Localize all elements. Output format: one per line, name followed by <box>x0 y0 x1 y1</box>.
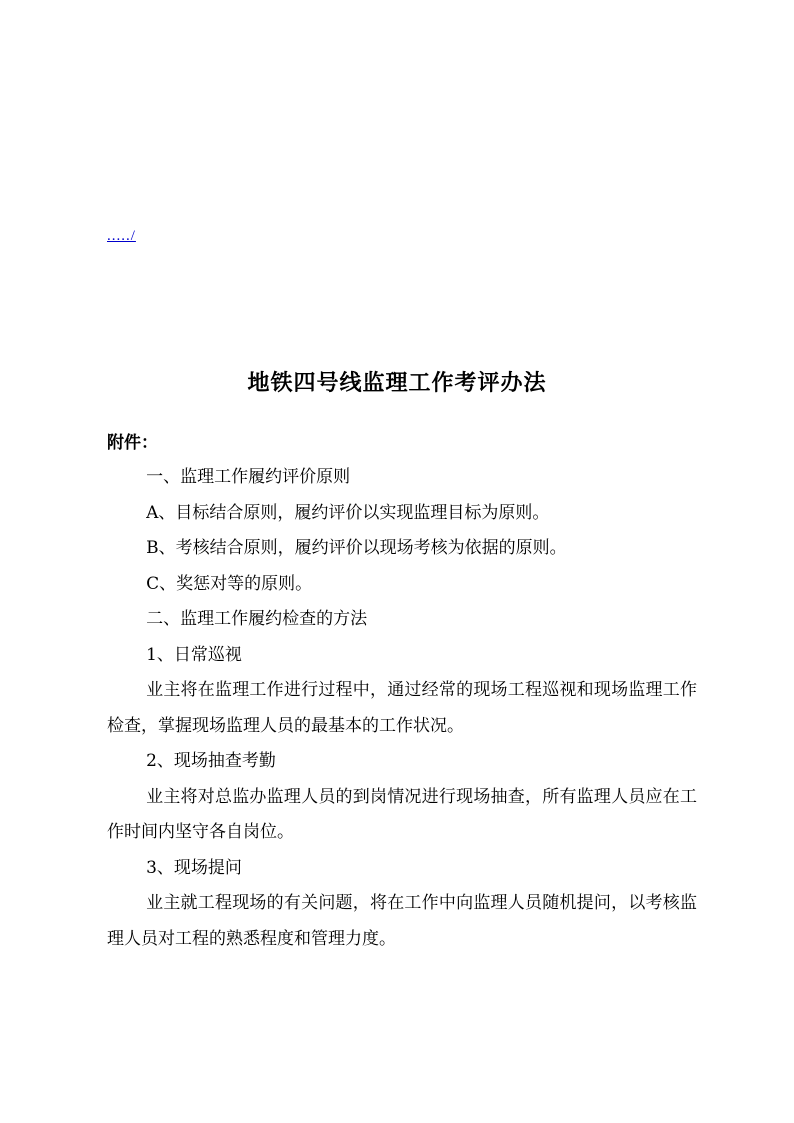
principle-b: B、考核结合原则，履约评价以现场考核为依据的原则。 <box>146 538 567 558</box>
principle-a: A、目标结合原则，履约评价以实现监理目标为原则。 <box>146 502 550 523</box>
document-title: 地铁四号线监理工作考评办法 <box>247 370 547 396</box>
method-1-text: 业主将在监理工作进行过程中，通过经常的现场工程巡视和现场监理工作检查，掌握现场监理人员的最基本的工作状况。 <box>107 680 697 736</box>
section-heading-principles: 一、监理工作履约评价原则 <box>146 467 351 487</box>
annex-label: 附件： <box>107 433 158 453</box>
method-1-heading: 1、日常巡视 <box>146 644 242 665</box>
document-body <box>107 460 697 957</box>
method-2-heading: 2、现场抽查考勤 <box>146 751 276 771</box>
method-2-text: 业主将对总监办监理人员的到岗情况进行现场抽查，所有监理人员应在工作时间内坚守各自岗位。 <box>107 786 697 842</box>
method-3-text: 业主就工程现场的有关问题，将在工作中向监理人员随机提问，以考核监理人员对工程的熟悉程度和管理力度。 <box>107 893 697 949</box>
method-3-heading: 3、现场提问 <box>146 857 242 878</box>
principle-c: C、奖惩对等的原则。 <box>146 573 313 594</box>
section-heading-methods: 二、监理工作履约检查的方法 <box>146 609 368 629</box>
header-link[interactable]: ...../ <box>107 228 136 244</box>
